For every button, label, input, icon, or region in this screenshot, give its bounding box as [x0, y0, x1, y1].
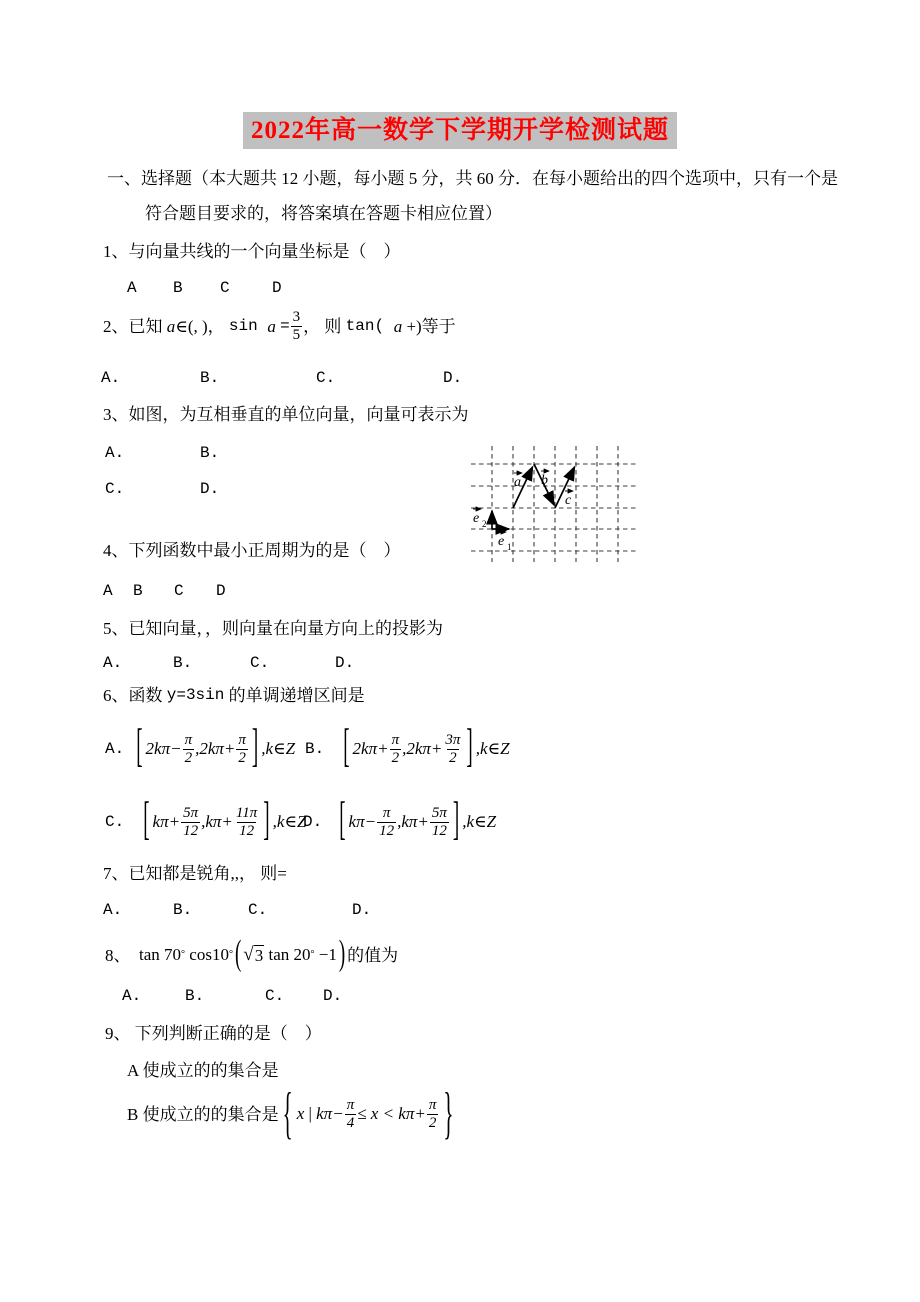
section-heading-line1: 一、选择题（本大题共 12 小题，每小题 5 分，共 60 分．在每小题给出的四个选项中，只有一个是 [107, 169, 838, 188]
radical-sign: √ [243, 944, 254, 965]
q6-stem [103, 683, 365, 708]
q2-text-2: ∈(, )， [175, 316, 229, 336]
denominator: 2 [184, 749, 193, 766]
q6-text-2: 的单调递增区间是 [224, 686, 365, 705]
label-vector-e1: e [498, 534, 505, 549]
q8-option-a: A. [122, 987, 142, 1005]
right-bracket: ] [263, 795, 270, 847]
denominator: 2 [428, 1114, 437, 1131]
q6-a-term1: 2kπ− [145, 739, 182, 758]
section-heading-line2: 符合题目要求的，将答案填在答题卡相应位置） [145, 204, 502, 223]
q6-b-frac2 [443, 732, 462, 767]
q2-option-b: B. [200, 369, 220, 387]
q2-tan: tan( [345, 317, 394, 335]
q3-option-b: B. [200, 444, 220, 462]
q6-a-frac2 [236, 732, 248, 767]
q6-options-row2 [0, 791, 920, 853]
set-frac1 [345, 1097, 357, 1132]
q1-options [0, 276, 920, 301]
set-frac2 [427, 1097, 439, 1132]
q1-option-d: D [272, 279, 282, 297]
q5-options [0, 651, 920, 676]
q2-var-alpha: a [166, 316, 176, 336]
q6-c-term2: ,kπ+ [201, 812, 233, 831]
q6-option-b [305, 718, 510, 780]
numerator: π [391, 731, 400, 748]
q2-options [0, 366, 920, 391]
q2-text-4: +)等于 [402, 316, 456, 336]
q3-option-c: C. [105, 480, 125, 498]
right-bracket: ] [251, 722, 259, 774]
q2-var-alpha-3: a [393, 316, 403, 336]
denominator: 2 [449, 749, 457, 766]
q7-option-d: D. [352, 901, 372, 919]
right-bracket: ] [452, 795, 460, 847]
right-paren: ) [338, 934, 346, 974]
q7-stem: 7、已知都是锐角,,， 则= [103, 864, 287, 883]
left-brace: { [282, 1080, 293, 1146]
q8-minus1: −1 [314, 945, 337, 964]
title-row [0, 112, 920, 149]
q2-var-alpha-2: a [267, 316, 281, 336]
label-vector-a: a [514, 475, 521, 490]
q4-stem: 4、下列函数中最小正周期为的是（ ） [103, 541, 401, 560]
q2-fraction-numerator: 3 [292, 308, 301, 325]
q2-option-c: C. [316, 369, 336, 387]
q6-b-term1: 2kπ+ [352, 739, 389, 758]
q8-cos10: cos10 [185, 945, 229, 964]
q6-option-d [303, 791, 496, 853]
q2-stem [103, 303, 456, 349]
q1-option-c: C [220, 279, 230, 297]
numerator: π [346, 1096, 355, 1113]
q2-option-d: D. [443, 369, 463, 387]
numerator: 5π [431, 804, 447, 821]
q6-d-term2: ,kπ+ [397, 812, 429, 831]
q7-option-c: C. [248, 901, 268, 919]
label-vector-e2-sub: 2 [482, 519, 487, 529]
q2-option-a: A. [101, 369, 121, 387]
set-term1: kπ− [316, 1104, 344, 1123]
q9-option-b-text: B 使成立的的集合是 [127, 1104, 279, 1124]
q7-options [0, 898, 920, 923]
q5-option-d: D. [335, 654, 355, 672]
q6-d-suffix: ,k∈Z [462, 812, 497, 831]
q5-option-b: B. [173, 654, 193, 672]
q2-fraction [291, 309, 303, 344]
page-title: 2022年高一数学下学期开学检测试题 [243, 112, 677, 149]
label-vector-b: b [541, 473, 548, 488]
right-bracket: ] [466, 722, 473, 774]
q1-stem: 1、与向量共线的一个向量坐标是（ ） [103, 242, 401, 261]
numerator: 3π [445, 731, 461, 748]
q3-option-d: D. [200, 480, 220, 498]
q4-option-a: A [103, 582, 113, 600]
q6-option-c [105, 791, 306, 853]
numerator: π [382, 804, 391, 821]
denominator: 12 [379, 822, 395, 839]
q6-c-term1: kπ+ [152, 812, 181, 831]
q6-c-frac2 [234, 805, 259, 840]
q5-option-a: A. [103, 654, 123, 672]
q6-option-a-label: A. [105, 740, 125, 758]
q2-sin: sin [228, 317, 268, 335]
q6-a-suffix: ,k∈Z [261, 739, 296, 758]
right-brace: } [443, 1080, 454, 1146]
q6-b-term2: ,2kπ+ [402, 739, 443, 758]
set-term2: ≤ x < kπ+ [357, 1104, 426, 1123]
q6-option-a [105, 718, 295, 780]
q8-tan20: tan 20 [264, 945, 311, 964]
q6-b-suffix: ,k∈Z [475, 739, 510, 758]
q6-option-b-label: B. [305, 740, 325, 758]
q3-stem: 3、如图，为互相垂直的单位向量，向量可表示为 [103, 405, 469, 424]
q3-option-a: A. [105, 444, 125, 462]
q6-b-frac1 [390, 732, 402, 767]
q5-option-c: C. [250, 654, 270, 672]
denominator: 2 [238, 749, 246, 766]
set-var-x: x [296, 1104, 305, 1123]
q2-text-1: 2、已知 [103, 316, 167, 336]
q7-option-a: A. [103, 901, 123, 919]
q6-c-suffix: ,k∈Z [272, 812, 307, 831]
q6-function-expr: y=3sin [166, 686, 225, 704]
q8-option-b: B. [185, 987, 205, 1005]
set-bar: | [304, 1104, 317, 1123]
q4-options [0, 579, 920, 604]
numerator: π [428, 1096, 437, 1113]
q1-option-a: A [127, 279, 137, 297]
q8-options [0, 984, 920, 1009]
label-vector-e1-sub: 1 [507, 542, 512, 552]
left-paren: ( [234, 934, 242, 974]
q6-d-frac1 [377, 805, 396, 840]
q8-suffix: 的值为 [347, 945, 399, 965]
left-bracket: [ [136, 722, 143, 774]
q6-c-frac1 [181, 805, 200, 840]
q2-fraction-denominator: 5 [292, 326, 301, 343]
q2-equals: = [280, 317, 290, 335]
numerator: 5π [183, 804, 199, 821]
q6-option-d-label: D. [303, 813, 323, 831]
q8-stem: 8、 tan 70 ° cos10 ° ( √ 3 tan 20 ° −1 ) 的值为 [105, 934, 399, 974]
q4-option-b: B [133, 582, 143, 600]
q9-stem: 9、 下列判断正确的是（ ） [105, 1024, 322, 1043]
vector-grid-diagram [469, 442, 639, 566]
q8-option-d: D. [323, 987, 343, 1005]
vectors [492, 464, 575, 529]
q8-number: 8、 [105, 945, 139, 965]
denominator: 12 [239, 822, 255, 839]
q1-option-b: B [173, 279, 183, 297]
q3-figure [453, 424, 639, 589]
left-bracket: [ [343, 722, 350, 774]
q6-options-row1 [0, 718, 920, 780]
q8-radicand: 3 [254, 945, 264, 965]
label-vector-c: c [565, 493, 572, 508]
q4-option-c: C [174, 582, 184, 600]
label-vector-e2: e [473, 511, 480, 526]
q6-a-term2: ,2kπ+ [195, 739, 236, 758]
q6-option-c-label: C. [105, 813, 125, 831]
q5-stem: 5、已知向量，，则向量在向量方向上的投影为 [103, 619, 443, 638]
q9-option-b [127, 1082, 457, 1146]
q4-option-d: D [216, 582, 226, 600]
denominator: 12 [431, 822, 447, 839]
q6-a-frac1 [183, 732, 195, 767]
denominator: 2 [391, 749, 400, 766]
left-bracket: [ [143, 795, 150, 847]
q7-option-b: B. [173, 901, 193, 919]
numerator: 11π [235, 804, 258, 821]
numerator: π [184, 731, 193, 748]
q2-text-3: ， 则 [303, 316, 346, 336]
q6-d-frac2 [430, 805, 449, 840]
q9-option-a: A 使成立的的集合是 [127, 1061, 279, 1080]
q8-tan70: tan 70 [139, 945, 182, 964]
denominator: 12 [183, 822, 199, 839]
denominator: 4 [346, 1114, 355, 1131]
q6-text-1: 6、函数 [103, 686, 167, 705]
numerator: π [238, 731, 246, 748]
left-bracket: [ [339, 795, 346, 847]
q8-option-c: C. [265, 987, 285, 1005]
q6-d-term1: kπ− [348, 812, 377, 831]
